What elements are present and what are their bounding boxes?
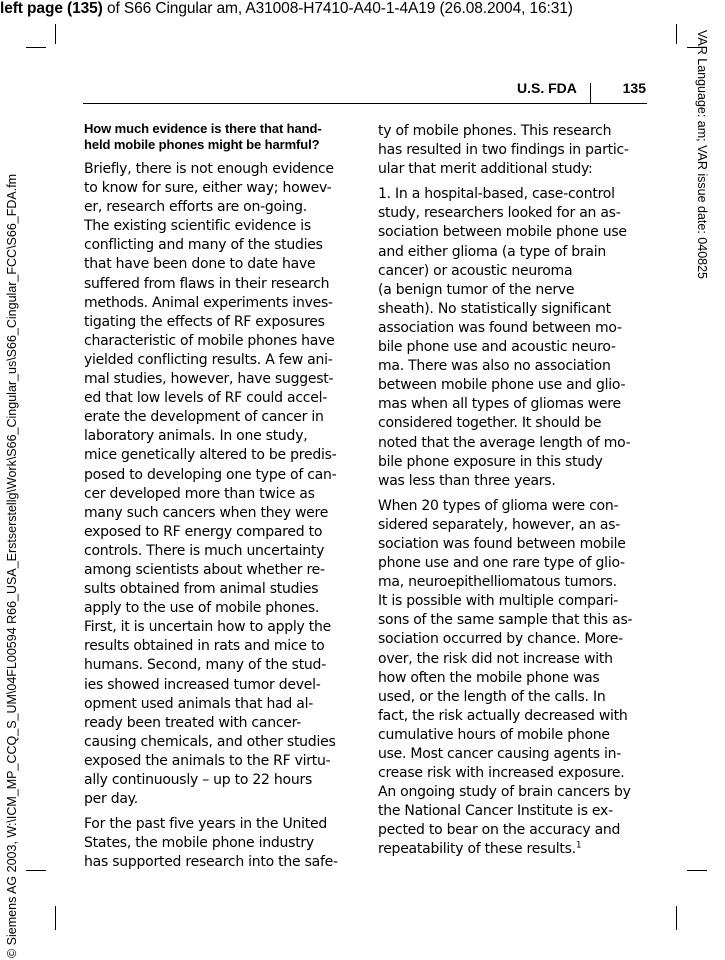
paragraph: [84, 160, 352, 809]
paragraph: [378, 497, 646, 860]
margin-copyright-path: © Siemens AG 2003, W:\ICM_MP_CCQ_S_UM\04FL00594 R66_USA_Erstserstellg\Work\S66_Cingular_us\S66_Cingular_FCC\S66_FDA.fm: [5, 173, 19, 958]
text-line: ty of mobile phones. This research: [378, 123, 612, 139]
text-line: States, the mobile phone industry: [84, 835, 314, 852]
text-line: characteristic of mobile phones have: [84, 332, 335, 349]
text-line: controls. There is much uncertainty: [84, 542, 325, 559]
paragraph: [84, 815, 352, 872]
footnote-marker: 1: [575, 840, 582, 851]
text-line: use. Most cancer causing agents in-: [378, 746, 622, 762]
text-line: has supported research into the safe-: [84, 854, 338, 871]
page-header: [0, 0, 725, 18]
text-line: The existing scientific evidence is: [84, 218, 311, 235]
paragraph: [378, 122, 646, 179]
text-line: It is possible with multiple compari-: [378, 593, 619, 610]
text-line: yielded conflicting results. A few ani-: [84, 351, 333, 368]
text-line: study, researchers looked for an as-: [378, 205, 621, 222]
text-line: was less than three years.: [378, 472, 556, 489]
text-line: sidered separately, however, an as-: [378, 516, 621, 533]
text-line: suffered from flaws in their research: [84, 275, 330, 292]
text-line: An ongoing study of brain cancers by: [378, 784, 631, 801]
text-line: When 20 types of glioma were con-: [378, 497, 619, 514]
text-line: phone use and one rare type of glio-: [378, 555, 625, 572]
running-head-title: U.S. FDA: [517, 80, 577, 96]
right-column: [378, 122, 646, 866]
page-header-label: left page (135): [0, 0, 103, 17]
header-rule-divider: [590, 83, 591, 104]
text-line: ready been treated with cancer-: [84, 714, 302, 731]
text-line: sociation occurred by chance. More-: [378, 631, 623, 648]
text-line: For the past five years in the United: [84, 816, 327, 833]
text-line: laboratory animals. In one study,: [84, 428, 308, 445]
paragraph: [378, 185, 646, 491]
text-line: sociation between mobile phone use: [378, 224, 627, 241]
text-line: ally continuously – up to 22 hours: [84, 772, 313, 788]
text-line: per day.: [84, 791, 138, 808]
question-heading: [84, 121, 352, 153]
text-line: cer developed more than twice as: [84, 485, 315, 502]
text-line: sociation was found between mobile: [378, 535, 626, 552]
text-line: sheath). No statistically significant: [378, 300, 611, 317]
text-line: pected to bear on the accuracy and: [378, 822, 621, 839]
crop-mark-top-left-h: [26, 47, 46, 48]
text-line: apply to the use of mobile phones.: [84, 600, 320, 617]
text-line: cumulative hours of mobile phone: [378, 726, 610, 743]
crop-mark-bottom-right-h: [687, 870, 707, 871]
crop-mark-bottom-right-v: [676, 906, 677, 930]
text-line: 1. In a hospital-based, case-control: [378, 186, 615, 203]
text-line: sons of the same sample that this as-: [378, 612, 633, 629]
text-line: sults obtained from animal studies: [84, 581, 319, 598]
text-line: ular that merit additional study:: [378, 161, 593, 178]
text-line: tigating the effects of RF exposures: [84, 313, 325, 330]
text-line: mal studies, however, have suggest-: [84, 371, 334, 388]
text-line: ma. There was also no association: [378, 358, 611, 375]
text-line: over, the risk did not increase with: [378, 650, 613, 667]
crop-mark-bottom-left-h: [26, 870, 46, 871]
text-line: used, or the length of the calls. In: [378, 688, 606, 705]
text-line: ies showed increased tumor devel-: [84, 676, 321, 693]
margin-language-info: VAR Language: am; VAR issue date: 040825: [695, 30, 709, 280]
crop-mark-bottom-left-v: [55, 906, 56, 930]
text-line: among scientists about whether re-: [84, 561, 325, 578]
text-line: the National Cancer Institute is ex-: [378, 803, 613, 820]
text-line: (a benign tumor of the nerve: [378, 281, 575, 298]
text-line: humans. Second, many of the stud-: [84, 657, 326, 674]
text-line: ed that low levels of RF could accel-: [84, 390, 328, 407]
text-line: [378, 840, 646, 859]
text-line: exposed the animals to the RF virtu-: [84, 752, 331, 769]
running-head: [480, 79, 648, 99]
page-header-source: of S66 Cingular am, A31008-H7410-A40-1-4A19 (26.08.2004, 16:31): [102, 0, 573, 17]
text-line: cancer) or acoustic neuroma: [378, 262, 573, 279]
text-line: opment used animals that had al-: [84, 695, 314, 712]
text-line: erate the development of cancer in: [84, 409, 324, 426]
text-line: has resulted in two findings in partic-: [378, 142, 629, 159]
text-line: between mobile phone use and glio-: [378, 377, 626, 394]
crop-mark-top-left-v: [55, 24, 56, 44]
text-line: bile phone exposure in this study: [378, 453, 603, 470]
text-line: noted that the average length of mo-: [378, 434, 631, 451]
text-line: crease risk with increased exposure.: [378, 765, 625, 782]
header-rule: [83, 103, 647, 104]
text-line: er, research efforts are on-going.: [84, 199, 307, 216]
text-line: conflicting and many of the studies: [84, 237, 323, 254]
text-line: causing chemicals, and other studies: [84, 733, 336, 750]
text-line-content: repeatability of these results.: [378, 841, 576, 858]
text-line: mice genetically altered to be predis-: [84, 447, 337, 464]
text-line: posed to developing one type of can-: [84, 466, 337, 483]
text-line: fact, the risk actually decreased with: [378, 707, 628, 724]
text-line: First, it is uncertain how to apply the: [84, 619, 331, 636]
heading-line: held mobile phones might be harmful?: [84, 137, 320, 152]
text-line: to know for sure, either way; howev-: [84, 180, 332, 197]
text-line: bile phone use and acoustic neuro-: [378, 339, 616, 356]
left-column: [84, 121, 352, 878]
text-line: methods. Animal experiments inves-: [84, 294, 333, 311]
text-line: considered together. It should be: [378, 415, 602, 432]
text-line: and either glioma (a type of brain: [378, 243, 607, 260]
text-line: many such cancers when they were: [84, 504, 329, 521]
heading-line: How much evidence is there that hand-: [84, 121, 322, 136]
text-line: ma, neuroepithelliomatous tumors.: [378, 574, 617, 591]
page-number: 135: [622, 80, 646, 96]
crop-mark-top-right-v: [676, 24, 677, 44]
text-line: Briefly, there is not enough evidence: [84, 161, 334, 177]
text-line: mas when all types of gliomas were: [378, 396, 621, 413]
text-line: exposed to RF energy compared to: [84, 523, 323, 540]
text-line: results obtained in rats and mice to: [84, 638, 325, 655]
text-line: association was found between mo-: [378, 319, 622, 336]
text-line: how often the mobile phone was: [378, 669, 600, 686]
text-line: that have been done to date have: [84, 256, 316, 273]
